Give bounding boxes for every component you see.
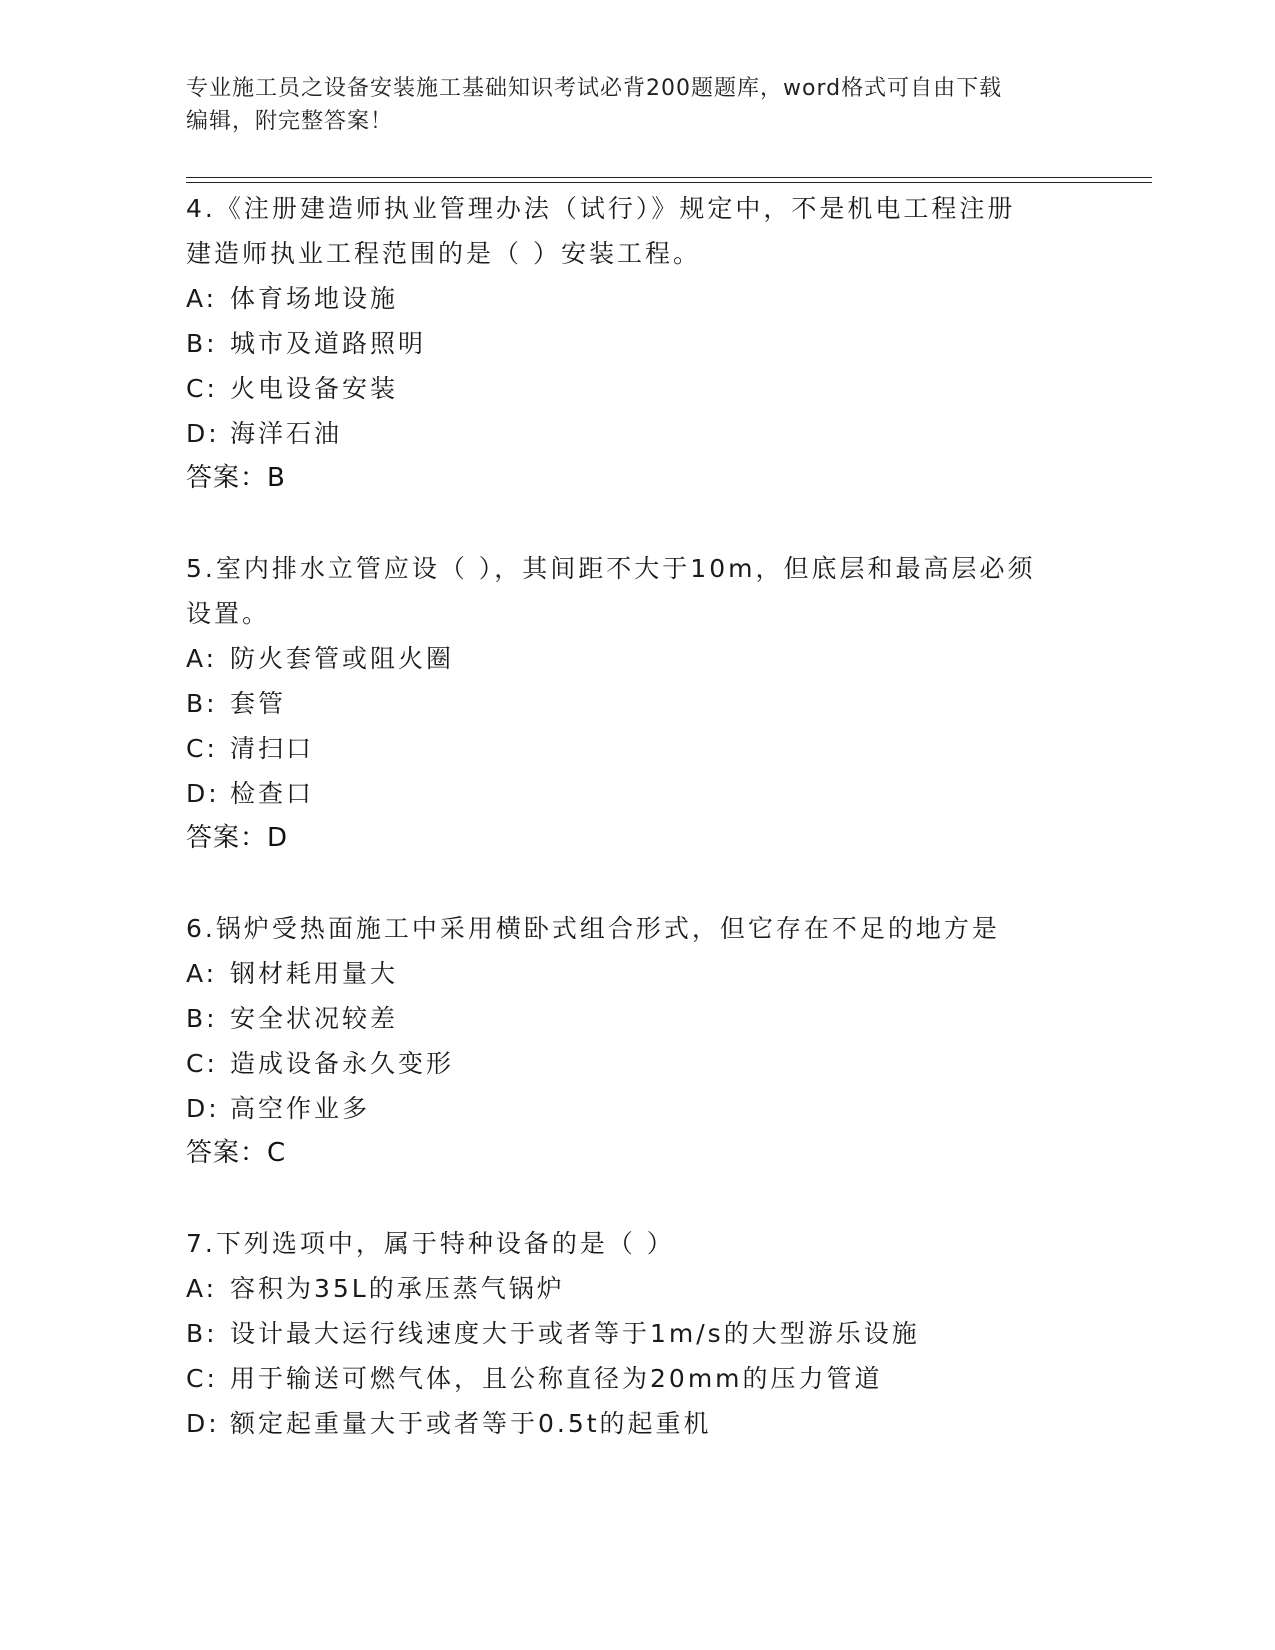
option-key: B: xyxy=(186,329,218,358)
option-c xyxy=(186,726,1086,771)
option-key: A: xyxy=(186,644,218,673)
question-stem-line: 建造师执业工程范围的是（ ）安装工程。 xyxy=(186,239,701,268)
question-stem-line: 设置。 xyxy=(186,599,271,628)
option-key: D: xyxy=(186,779,220,808)
option-b xyxy=(186,681,1086,726)
option-text: 火电设备安装 xyxy=(230,374,399,403)
option-c xyxy=(186,1356,1086,1401)
option-text: 海洋石油 xyxy=(230,419,343,448)
option-text: 造成设备永久变形 xyxy=(230,1049,455,1078)
option-text: 检查口 xyxy=(230,779,315,808)
option-text: 用于输送可燃气体，且公称直径为20mm的压力管道 xyxy=(230,1364,883,1393)
option-d xyxy=(186,1086,1086,1131)
option-a xyxy=(186,1266,1086,1311)
header-line-1: 专业施工员之设备安装施工基础知识考试必背200题题库，word格式可自由下载 xyxy=(186,76,1003,101)
answer-line: 答案：C xyxy=(186,1138,287,1168)
option-a xyxy=(186,951,1086,996)
option-text: 额定起重量大于或者等于0.5t的起重机 xyxy=(230,1409,712,1438)
question-5 xyxy=(186,546,1086,861)
option-a xyxy=(186,636,1086,681)
question-gap xyxy=(186,501,1086,546)
question-4 xyxy=(186,186,1086,501)
question-gap xyxy=(186,861,1086,906)
option-key: B: xyxy=(186,689,218,718)
option-text: 城市及道路照明 xyxy=(230,329,427,358)
option-key: C: xyxy=(186,734,218,763)
option-d xyxy=(186,771,1086,816)
question-gap xyxy=(186,1176,1086,1221)
option-text: 体育场地设施 xyxy=(230,284,399,313)
option-a xyxy=(186,276,1086,321)
option-key: D: xyxy=(186,1409,220,1438)
question-list xyxy=(186,186,1086,1446)
option-c xyxy=(186,1041,1086,1086)
option-text: 安全状况较差 xyxy=(230,1004,399,1033)
option-key: B: xyxy=(186,1319,218,1348)
option-key: B: xyxy=(186,1004,218,1033)
option-key: C: xyxy=(186,374,218,403)
question-stem-line: 6.锅炉受热面施工中采用横卧式组合形式，但它存在不足的地方是 xyxy=(186,914,1000,943)
option-b xyxy=(186,321,1086,366)
answer-line: 答案：D xyxy=(186,823,289,853)
option-b xyxy=(186,996,1086,1041)
option-text: 容积为35L的承压蒸气锅炉 xyxy=(230,1274,565,1303)
option-text: 设计最大运行线速度大于或者等于1m/s的大型游乐设施 xyxy=(230,1319,920,1348)
option-text: 高空作业多 xyxy=(230,1094,371,1123)
question-7 xyxy=(186,1221,1086,1446)
option-key: D: xyxy=(186,419,220,448)
option-key: A: xyxy=(186,284,218,313)
option-c xyxy=(186,366,1086,411)
option-key: D: xyxy=(186,1094,220,1123)
option-d xyxy=(186,1401,1086,1446)
option-key: A: xyxy=(186,1274,218,1303)
option-b xyxy=(186,1311,1086,1356)
question-6 xyxy=(186,906,1086,1176)
answer-line: 答案：B xyxy=(186,463,286,493)
option-text: 清扫口 xyxy=(230,734,315,763)
question-stem-line: 5.室内排水立管应设（ ），其间距不大于10m，但底层和最高层必须 xyxy=(186,554,1036,583)
header-rule-bottom xyxy=(186,182,1152,183)
option-text: 套管 xyxy=(230,689,287,718)
question-stem-line: 7.下列选项中，属于特种设备的是（ ） xyxy=(186,1229,675,1258)
option-key: A: xyxy=(186,959,218,988)
option-key: C: xyxy=(186,1364,218,1393)
option-text: 钢材耗用量大 xyxy=(230,959,399,988)
header-rule-top xyxy=(186,177,1152,178)
document-header xyxy=(186,72,1066,138)
option-text: 防火套管或阻火圈 xyxy=(230,644,455,673)
question-stem-line: 4.《注册建造师执业管理办法（试行）》规定中，不是机电工程注册 xyxy=(186,194,1016,223)
option-d xyxy=(186,411,1086,456)
header-line-2: 编辑，附完整答案！ xyxy=(186,109,394,134)
option-key: C: xyxy=(186,1049,218,1078)
